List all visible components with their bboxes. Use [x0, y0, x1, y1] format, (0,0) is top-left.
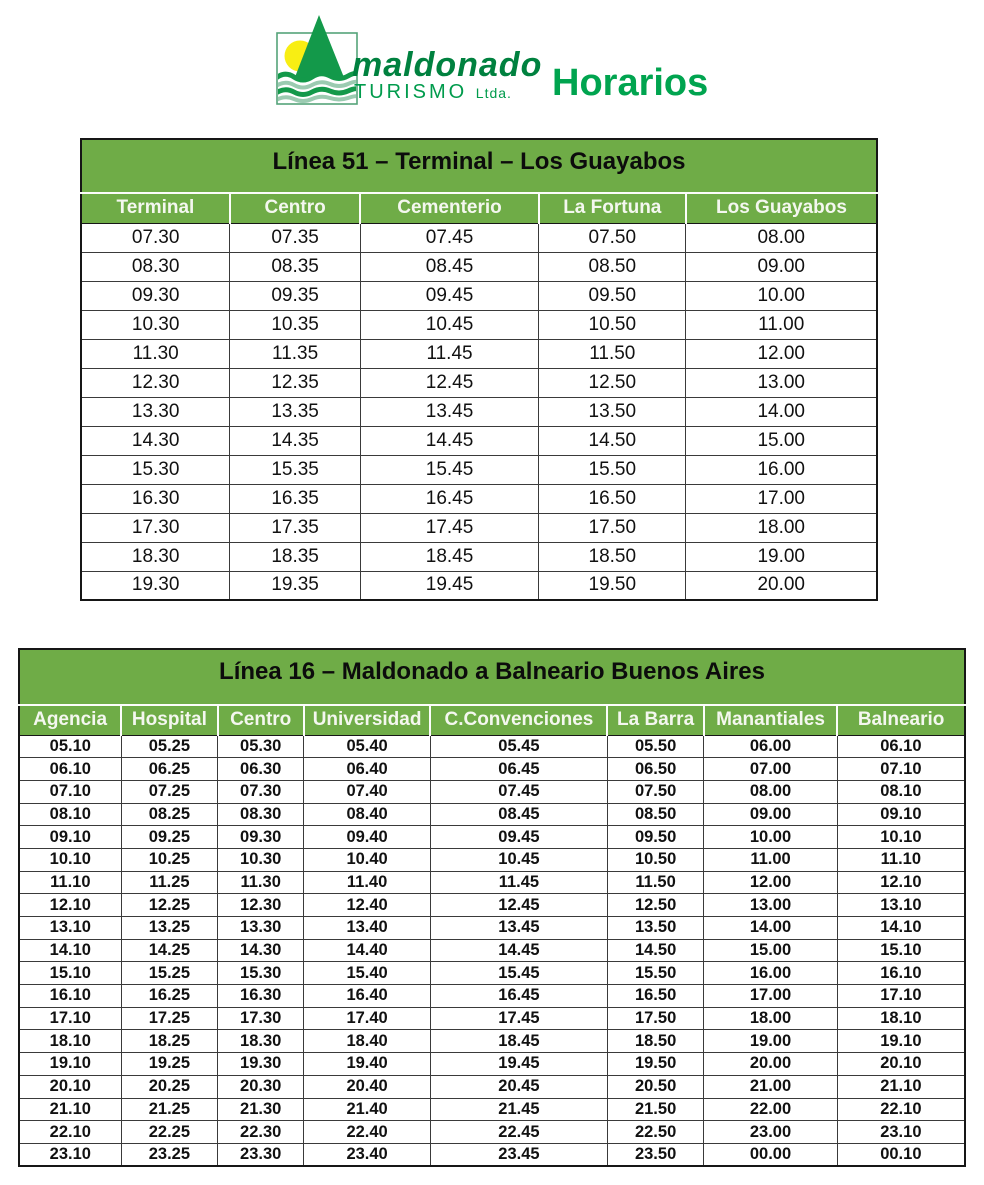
time-cell: 23.25 [121, 1143, 217, 1166]
time-cell: 23.10 [837, 1121, 965, 1144]
time-cell: 10.40 [304, 848, 431, 871]
time-cell: 07.35 [230, 223, 361, 252]
timetable-row [81, 455, 877, 484]
maldonado-logo-icon [270, 12, 362, 108]
time-cell: 17.50 [607, 1007, 703, 1030]
time-cell: 13.35 [230, 397, 361, 426]
time-cell: 12.45 [360, 368, 538, 397]
time-cell: 20.10 [19, 1075, 121, 1098]
timetable-row [19, 1075, 965, 1098]
timetable-row [19, 871, 965, 894]
time-cell: 14.45 [430, 939, 607, 962]
time-cell: 14.10 [19, 939, 121, 962]
time-cell: 15.00 [686, 426, 877, 455]
time-cell: 09.00 [686, 252, 877, 281]
time-cell: 06.10 [837, 735, 965, 758]
time-cell: 13.50 [539, 397, 686, 426]
time-cell: 15.35 [230, 455, 361, 484]
time-cell: 17.30 [81, 513, 230, 542]
column-header: La Fortuna [539, 193, 686, 223]
time-cell: 22.45 [430, 1121, 607, 1144]
column-header: Los Guayabos [686, 193, 877, 223]
time-cell: 12.00 [704, 871, 837, 894]
time-cell: 12.35 [230, 368, 361, 397]
time-cell: 17.40 [304, 1007, 431, 1030]
time-cell: 10.45 [430, 848, 607, 871]
time-cell: 08.25 [121, 803, 217, 826]
time-cell: 21.00 [704, 1075, 837, 1098]
time-cell: 10.45 [360, 310, 538, 339]
time-cell: 16.10 [19, 985, 121, 1008]
timetable-row [81, 368, 877, 397]
time-cell: 15.30 [218, 962, 304, 985]
table-title: Línea 51 – Terminal – Los Guayabos [81, 139, 877, 193]
time-cell: 12.30 [218, 894, 304, 917]
time-cell: 07.10 [19, 780, 121, 803]
timetable-row [19, 1053, 965, 1076]
time-cell: 11.10 [837, 848, 965, 871]
time-cell: 12.25 [121, 894, 217, 917]
time-cell: 17.35 [230, 513, 361, 542]
time-cell: 12.10 [837, 871, 965, 894]
brand-subtitle [354, 82, 512, 102]
time-cell: 22.10 [19, 1121, 121, 1144]
time-cell: 10.00 [704, 826, 837, 849]
time-cell: 06.30 [218, 758, 304, 781]
time-cell: 13.30 [218, 917, 304, 940]
time-cell: 20.30 [218, 1075, 304, 1098]
timetable-row [19, 1007, 965, 1030]
timetable-row [81, 513, 877, 542]
time-cell: 18.50 [607, 1030, 703, 1053]
timetable-row [19, 894, 965, 917]
time-cell: 11.40 [304, 871, 431, 894]
time-cell: 09.30 [218, 826, 304, 849]
timetable-row [19, 917, 965, 940]
time-cell: 07.00 [704, 758, 837, 781]
time-cell: 19.10 [837, 1030, 965, 1053]
time-cell: 17.30 [218, 1007, 304, 1030]
time-cell: 19.35 [230, 571, 361, 600]
time-cell: 05.10 [19, 735, 121, 758]
time-cell: 07.30 [218, 780, 304, 803]
time-cell: 19.50 [607, 1053, 703, 1076]
time-cell: 08.50 [539, 252, 686, 281]
time-cell: 09.45 [430, 826, 607, 849]
time-cell: 08.00 [686, 223, 877, 252]
time-cell: 13.40 [304, 917, 431, 940]
timetable-row [19, 780, 965, 803]
time-cell: 13.50 [607, 917, 703, 940]
time-cell: 17.25 [121, 1007, 217, 1030]
timetable-body [81, 223, 877, 600]
time-cell: 11.45 [430, 871, 607, 894]
time-cell: 10.50 [539, 310, 686, 339]
time-cell: 18.50 [539, 542, 686, 571]
time-cell: 05.45 [430, 735, 607, 758]
time-cell: 00.00 [704, 1143, 837, 1166]
column-header: Universidad [304, 705, 431, 735]
time-cell: 10.00 [686, 281, 877, 310]
time-cell: 15.50 [539, 455, 686, 484]
time-cell: 16.00 [686, 455, 877, 484]
column-header: Agencia [19, 705, 121, 735]
brand-name: maldonado [352, 46, 543, 84]
time-cell: 17.00 [686, 484, 877, 513]
time-cell: 21.50 [607, 1098, 703, 1121]
time-cell: 17.45 [430, 1007, 607, 1030]
time-cell: 13.00 [704, 894, 837, 917]
column-header: Centro [230, 193, 361, 223]
time-cell: 11.45 [360, 339, 538, 368]
time-cell: 14.45 [360, 426, 538, 455]
time-cell: 07.45 [360, 223, 538, 252]
time-cell: 13.45 [360, 397, 538, 426]
time-cell: 16.50 [607, 985, 703, 1008]
time-cell: 21.10 [19, 1098, 121, 1121]
time-cell: 09.40 [304, 826, 431, 849]
time-cell: 15.00 [704, 939, 837, 962]
timetable-row [19, 1143, 965, 1166]
time-cell: 14.50 [607, 939, 703, 962]
time-cell: 06.45 [430, 758, 607, 781]
linea-16-table [18, 648, 966, 1167]
column-header-row [19, 705, 965, 735]
time-cell: 09.25 [121, 826, 217, 849]
time-cell: 22.00 [704, 1098, 837, 1121]
time-cell: 12.40 [304, 894, 431, 917]
time-cell: 17.10 [837, 985, 965, 1008]
time-cell: 10.30 [218, 848, 304, 871]
time-cell: 19.50 [539, 571, 686, 600]
time-cell: 22.30 [218, 1121, 304, 1144]
time-cell: 10.25 [121, 848, 217, 871]
time-cell: 09.00 [704, 803, 837, 826]
time-cell: 21.10 [837, 1075, 965, 1098]
time-cell: 19.45 [360, 571, 538, 600]
time-cell: 22.40 [304, 1121, 431, 1144]
time-cell: 11.50 [539, 339, 686, 368]
column-header: Manantiales [704, 705, 837, 735]
time-cell: 05.40 [304, 735, 431, 758]
timetable-row [19, 803, 965, 826]
time-cell: 08.50 [607, 803, 703, 826]
column-header: Hospital [121, 705, 217, 735]
time-cell: 23.00 [704, 1121, 837, 1144]
timetable-row [19, 962, 965, 985]
time-cell: 20.10 [837, 1053, 965, 1076]
time-cell: 11.35 [230, 339, 361, 368]
time-cell: 06.25 [121, 758, 217, 781]
time-cell: 08.40 [304, 803, 431, 826]
time-cell: 20.00 [686, 571, 877, 600]
time-cell: 17.00 [704, 985, 837, 1008]
time-cell: 10.35 [230, 310, 361, 339]
time-cell: 20.25 [121, 1075, 217, 1098]
time-cell: 20.00 [704, 1053, 837, 1076]
time-cell: 09.35 [230, 281, 361, 310]
time-cell: 16.25 [121, 985, 217, 1008]
time-cell: 15.40 [304, 962, 431, 985]
time-cell: 11.30 [81, 339, 230, 368]
time-cell: 23.10 [19, 1143, 121, 1166]
time-cell: 15.10 [837, 939, 965, 962]
time-cell: 18.00 [686, 513, 877, 542]
timetable-body [19, 735, 965, 1166]
time-cell: 20.40 [304, 1075, 431, 1098]
time-cell: 08.45 [430, 803, 607, 826]
timetable-row [81, 484, 877, 513]
time-cell: 16.35 [230, 484, 361, 513]
time-cell: 16.00 [704, 962, 837, 985]
time-cell: 10.30 [81, 310, 230, 339]
time-cell: 12.00 [686, 339, 877, 368]
time-cell: 12.10 [19, 894, 121, 917]
column-header: C.Convenciones [430, 705, 607, 735]
time-cell: 16.50 [539, 484, 686, 513]
time-cell: 19.25 [121, 1053, 217, 1076]
time-cell: 17.50 [539, 513, 686, 542]
column-header: Terminal [81, 193, 230, 223]
time-cell: 14.00 [686, 397, 877, 426]
time-cell: 15.30 [81, 455, 230, 484]
time-cell: 19.40 [304, 1053, 431, 1076]
time-cell: 19.00 [686, 542, 877, 571]
time-cell: 14.25 [121, 939, 217, 962]
time-cell: 12.30 [81, 368, 230, 397]
time-cell: 08.30 [81, 252, 230, 281]
page-title: Horarios [552, 62, 709, 104]
column-header: Centro [218, 705, 304, 735]
time-cell: 21.45 [430, 1098, 607, 1121]
time-cell: 16.30 [81, 484, 230, 513]
timetable-row [81, 223, 877, 252]
time-cell: 20.45 [430, 1075, 607, 1098]
time-cell: 11.50 [607, 871, 703, 894]
time-cell: 08.35 [230, 252, 361, 281]
time-cell: 11.30 [218, 871, 304, 894]
time-cell: 21.30 [218, 1098, 304, 1121]
time-cell: 17.45 [360, 513, 538, 542]
time-cell: 11.00 [686, 310, 877, 339]
time-cell: 12.50 [539, 368, 686, 397]
time-cell: 21.40 [304, 1098, 431, 1121]
time-cell: 05.30 [218, 735, 304, 758]
timetable-row [81, 339, 877, 368]
time-cell: 19.30 [218, 1053, 304, 1076]
time-cell: 10.10 [837, 826, 965, 849]
time-cell: 18.25 [121, 1030, 217, 1053]
time-cell: 13.00 [686, 368, 877, 397]
time-cell: 08.00 [704, 780, 837, 803]
time-cell: 22.50 [607, 1121, 703, 1144]
time-cell: 18.10 [19, 1030, 121, 1053]
time-cell: 19.45 [430, 1053, 607, 1076]
brand-subtitle-main: TURISMO [354, 81, 468, 103]
time-cell: 16.10 [837, 962, 965, 985]
time-cell: 06.50 [607, 758, 703, 781]
time-cell: 13.25 [121, 917, 217, 940]
time-cell: 14.30 [218, 939, 304, 962]
time-cell: 08.30 [218, 803, 304, 826]
column-header: Balneario [837, 705, 965, 735]
time-cell: 07.50 [539, 223, 686, 252]
time-cell: 06.00 [704, 735, 837, 758]
time-cell: 13.45 [430, 917, 607, 940]
time-cell: 08.45 [360, 252, 538, 281]
linea-51-table [80, 138, 878, 601]
time-cell: 15.45 [430, 962, 607, 985]
time-cell: 14.30 [81, 426, 230, 455]
time-cell: 05.25 [121, 735, 217, 758]
time-cell: 07.50 [607, 780, 703, 803]
time-cell: 05.50 [607, 735, 703, 758]
time-cell: 23.30 [218, 1143, 304, 1166]
timetable-row [81, 542, 877, 571]
time-cell: 07.25 [121, 780, 217, 803]
timetable-row [19, 758, 965, 781]
time-cell: 09.10 [837, 803, 965, 826]
time-cell: 18.30 [81, 542, 230, 571]
brand-subtitle-suffix: Ltda. [475, 85, 512, 101]
timetable-row [19, 939, 965, 962]
time-cell: 15.45 [360, 455, 538, 484]
time-cell: 22.25 [121, 1121, 217, 1144]
time-cell: 13.30 [81, 397, 230, 426]
time-cell: 06.10 [19, 758, 121, 781]
timetable-row [19, 1121, 965, 1144]
time-cell: 07.40 [304, 780, 431, 803]
timetable-row [81, 426, 877, 455]
time-cell: 15.25 [121, 962, 217, 985]
time-cell: 17.10 [19, 1007, 121, 1030]
time-cell: 16.40 [304, 985, 431, 1008]
time-cell: 14.00 [704, 917, 837, 940]
time-cell: 07.45 [430, 780, 607, 803]
time-cell: 16.45 [430, 985, 607, 1008]
time-cell: 19.30 [81, 571, 230, 600]
time-cell: 09.45 [360, 281, 538, 310]
time-cell: 11.25 [121, 871, 217, 894]
time-cell: 12.50 [607, 894, 703, 917]
time-cell: 18.10 [837, 1007, 965, 1030]
time-cell: 09.50 [539, 281, 686, 310]
time-cell: 06.40 [304, 758, 431, 781]
timetable-row [81, 252, 877, 281]
time-cell: 19.10 [19, 1053, 121, 1076]
time-cell: 10.10 [19, 848, 121, 871]
time-cell: 13.10 [19, 917, 121, 940]
time-cell: 18.40 [304, 1030, 431, 1053]
time-cell: 09.10 [19, 826, 121, 849]
time-cell: 10.50 [607, 848, 703, 871]
timetable-row [19, 1098, 965, 1121]
time-cell: 16.30 [218, 985, 304, 1008]
timetable-linea-16 [18, 648, 966, 1167]
time-cell: 08.10 [837, 780, 965, 803]
time-cell: 19.00 [704, 1030, 837, 1053]
timetable-row [81, 571, 877, 600]
time-cell: 07.30 [81, 223, 230, 252]
time-cell: 13.10 [837, 894, 965, 917]
time-cell: 15.50 [607, 962, 703, 985]
timetable-row [81, 397, 877, 426]
column-header: Cementerio [360, 193, 538, 223]
timetable-row [81, 310, 877, 339]
timetable-row [19, 1030, 965, 1053]
time-cell: 09.30 [81, 281, 230, 310]
time-cell: 12.45 [430, 894, 607, 917]
timetable-row [19, 826, 965, 849]
time-cell: 11.10 [19, 871, 121, 894]
time-cell: 16.45 [360, 484, 538, 513]
time-cell: 09.50 [607, 826, 703, 849]
time-cell: 23.40 [304, 1143, 431, 1166]
timetable-row [19, 848, 965, 871]
time-cell: 14.50 [539, 426, 686, 455]
timetable-row [19, 985, 965, 1008]
column-header: La Barra [607, 705, 703, 735]
time-cell: 20.50 [607, 1075, 703, 1098]
time-cell: 00.10 [837, 1143, 965, 1166]
timetable-row [19, 735, 965, 758]
time-cell: 18.45 [360, 542, 538, 571]
timetable-linea-51 [80, 138, 878, 601]
time-cell: 23.45 [430, 1143, 607, 1166]
time-cell: 14.10 [837, 917, 965, 940]
time-cell: 18.35 [230, 542, 361, 571]
time-cell: 14.40 [304, 939, 431, 962]
table-title: Línea 16 – Maldonado a Balneario Buenos Aires [19, 649, 965, 705]
time-cell: 08.10 [19, 803, 121, 826]
time-cell: 22.10 [837, 1098, 965, 1121]
time-cell: 18.45 [430, 1030, 607, 1053]
time-cell: 14.35 [230, 426, 361, 455]
time-cell: 07.10 [837, 758, 965, 781]
timetable-row [81, 281, 877, 310]
time-cell: 21.25 [121, 1098, 217, 1121]
column-header-row [81, 193, 877, 223]
time-cell: 15.10 [19, 962, 121, 985]
time-cell: 23.50 [607, 1143, 703, 1166]
time-cell: 11.00 [704, 848, 837, 871]
time-cell: 18.30 [218, 1030, 304, 1053]
time-cell: 18.00 [704, 1007, 837, 1030]
